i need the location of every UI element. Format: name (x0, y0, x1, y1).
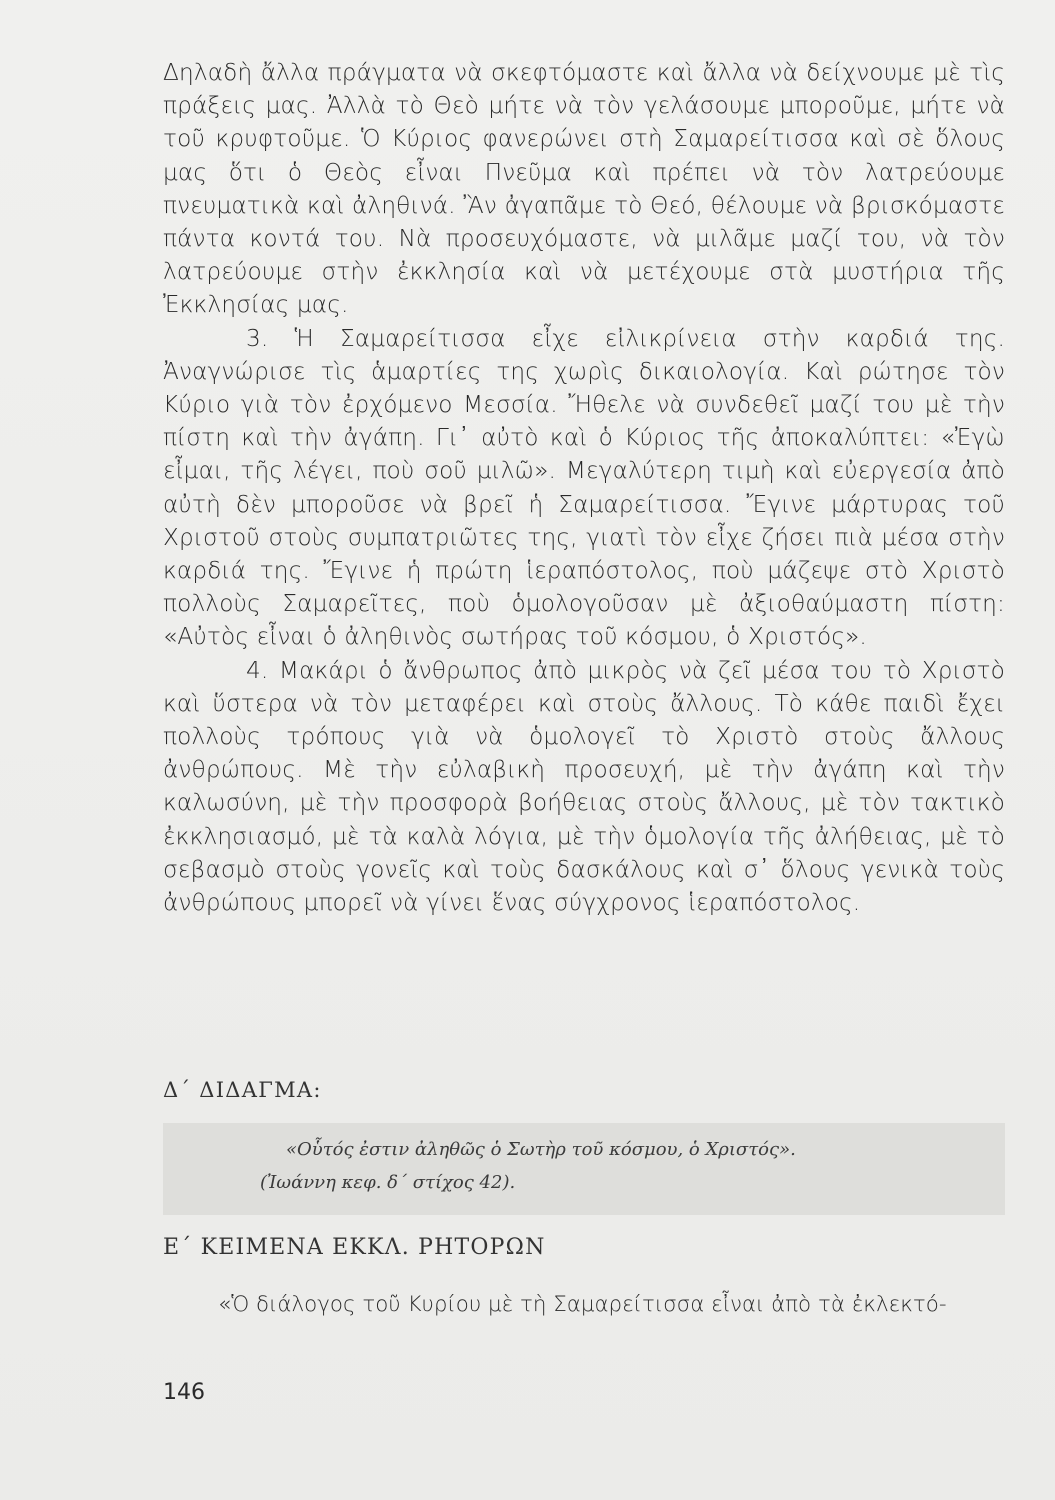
scripture-quote: «Οὗτός ἐστιν ἀληθῶς ὁ Σωτὴρ τοῦ κόσμου, ὁ Χριστός». (286, 1139, 796, 1160)
paragraph-4: 4. Μακάρι ὁ ἄνθρωπος ἀπὸ μικρὸς νὰ ζεῖ μέσα του τὸ Χριστὸ καὶ ὕστερα νὰ τὸν μεταφέρει καὶ στοὺς ἄλλους. Τὸ κάθε παιδὶ ἔχει πολλοὺς τρόπους γιὰ νὰ ὁμολογεῖ τὸ Χριστὸ στοὺς ἄλλους ἀνθρώπους. Μὲ τὴν εὐλαβικὴ προσευχή, μὲ τὴν ἀγάπη καὶ τὴν καλωσύνη, μὲ τὴν προσφορὰ βοήθειας στοὺς ἄλλους, μὲ τὸν τακτικὸ ἐκκλησιασμό, μὲ τὰ καλὰ λόγια, μὲ τὴν ὁμολογία τῆς ἀλήθειας, μὲ τὸ σεβασμὸ στοὺς γονεῖς καὶ τοὺς δασκάλους καὶ σ᾽ ὅλους γενικὰ τοὺς ἀνθρώπους μπορεῖ νὰ γίνει ἕνας σύγχρονος ἱεραπόστολος. (163, 656, 1005, 917)
paragraph-3: 3. Ἡ Σαμαρείτισσα εἶχε εἰλικρίνεια στὴν καρδιά της. Ἀναγνώρισε τὶς ἁμαρτίες της χωρὶς δικαιολογία. Καὶ ρώτησε τὸν Κύριο γιὰ τὸν ἐρχόμενο Μεσσία. Ἤθελε νὰ συνδεθεῖ μαζί του μὲ τὴν πίστη καὶ τὴν ἀγάπη. Γι᾽ αὐτὸ καὶ ὁ Κύριος τῆς ἀποκαλύπτει: «Ἐγὼ εἶμαι, τῆς λέγει, ποὺ σοῦ μιλῶ». Μεγαλύτερη τιμὴ καὶ εὐεργεσία ἀπὸ αὐτὴ δὲν μποροῦσε νὰ βρεῖ ἡ Σαμαρείτισσα. Ἔγινε μάρτυρας τοῦ Χριστοῦ στοὺς συμπατριῶτες της, γιατὶ τὸν εἶχε ζήσει πιὰ μέσα στὴν καρδιά της. Ἔγινε ἡ πρώτη ἱεραπόστολος, ποὺ μάζεψε στὸ Χριστὸ πολλοὺς Σαμαρεῖτες, ποὺ ὁμολογοῦσαν μὲ ἀξιοθαύμαστη πίστη: «Αὐτὸς εἶναι ὁ ἀληθινὸς σωτήρας τοῦ κόσμου, ὁ Χριστός». (163, 324, 1005, 651)
scripture-reference: (Ἰωάννη κεφ. δ΄ στίχος 42). (260, 1172, 516, 1193)
main-text (163, 56, 1005, 919)
page-number: 146 (163, 1380, 205, 1405)
excerpt-text: «Ὁ διάλογος τοῦ Κυρίου μὲ τὴ Σαμαρείτισσα εἶναι ἀπὸ τὰ ἐκλεκτό- (218, 1292, 947, 1317)
section-d-heading: Δ΄ ΔΙΔΑΓΜΑ: (163, 1078, 322, 1102)
quote-highlight-box (163, 1123, 1005, 1215)
paragraph-continuation: Δηλαδὴ ἄλλα πράγματα νὰ σκεφτόμαστε καὶ ἄλλα νὰ δείχνουμε μὲ τὶς πράξεις μας. Ἀλλὰ τὸ Θεὸ μήτε νὰ τὸν γελάσουμε μποροῦμε, μήτε νὰ τοῦ κρυφτοῦμε. Ὁ Κύριος φανερώνει στὴ Σαμαρείτισσα καὶ σὲ ὅλους μας ὅτι ὁ Θεὸς εἶναι Πνεῦμα καὶ πρέπει νὰ τὸν λατρεύουμε πνευματικὰ καὶ ἀληθινά. Ἂν ἀγαπᾶμε τὸ Θεό, θέλουμε νὰ βρισκόμαστε πάντα κοντά του. Νὰ προσευχόμαστε, νὰ μιλᾶμε μαζί του, νὰ τὸν λατρεύουμε στὴν ἐκκλησία καὶ νὰ μετέχουμε στὰ μυστήρια τῆς Ἐκκλησίας μας. (163, 59, 1005, 319)
section-e-heading: Ε΄ ΚΕΙΜΕΝΑ ΕΚΚΛ. ΡΗΤΟΡΩΝ (163, 1235, 546, 1260)
